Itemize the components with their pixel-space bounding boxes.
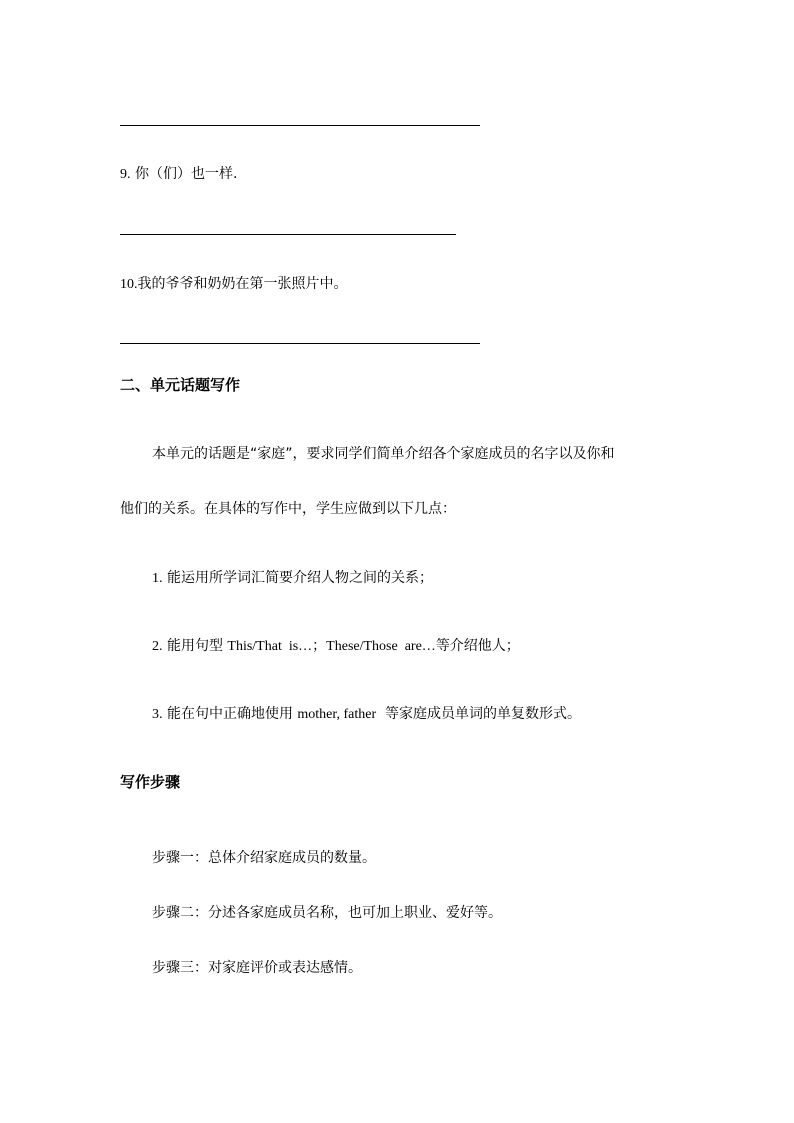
item-example-words: mother, father bbox=[297, 707, 377, 722]
item-text: 能运用所学词汇简要介绍人物之间的关系； bbox=[166, 570, 433, 586]
exercise-item-10 bbox=[120, 274, 348, 295]
requirement-item-2 bbox=[152, 636, 520, 657]
item-number: 1. bbox=[152, 571, 163, 586]
exercise-item-9 bbox=[120, 164, 237, 185]
item-sentence-patterns: This/That is…；These/Those are… bbox=[227, 639, 436, 654]
item-number: 3. bbox=[152, 707, 163, 722]
item-text: 等介绍他人； bbox=[435, 638, 520, 654]
item-text: 能用句型 bbox=[166, 638, 228, 654]
section-heading: 二、单元话题写作 bbox=[120, 376, 241, 394]
exercise-text: 我的爷爷和奶奶在第一张照片中。 bbox=[137, 276, 348, 292]
exercise-text: 你（们）也一样. bbox=[134, 166, 238, 182]
step-3: 步骤三：对家庭评价或表达感情。 bbox=[152, 960, 362, 976]
item-number: 2. bbox=[152, 639, 163, 654]
exercise-number: 10. bbox=[120, 277, 138, 292]
requirement-item-3 bbox=[152, 704, 581, 725]
requirement-item-1 bbox=[152, 568, 433, 589]
step-2: 步骤二：分述各家庭成员名称，也可加上职业、爱好等。 bbox=[152, 905, 502, 921]
exercise-number: 9. bbox=[120, 167, 131, 182]
intro-paragraph-line-1: 本单元的话题是“家庭”，要求同学们简单介绍各个家庭成员的名字以及你和 bbox=[152, 446, 615, 462]
item-text: 能在句中正确地使用 bbox=[166, 706, 298, 722]
answer-line bbox=[120, 234, 456, 235]
item-text: 等家庭成员单词的单复数形式。 bbox=[376, 706, 582, 722]
intro-paragraph-line-2: 他们的关系。在具体的写作中，学生应做到以下几点： bbox=[120, 501, 456, 517]
step-1: 步骤一：总体介绍家庭成员的数量。 bbox=[152, 850, 376, 866]
answer-line bbox=[120, 125, 480, 126]
steps-heading: 写作步骤 bbox=[120, 773, 181, 791]
answer-line bbox=[120, 343, 480, 344]
